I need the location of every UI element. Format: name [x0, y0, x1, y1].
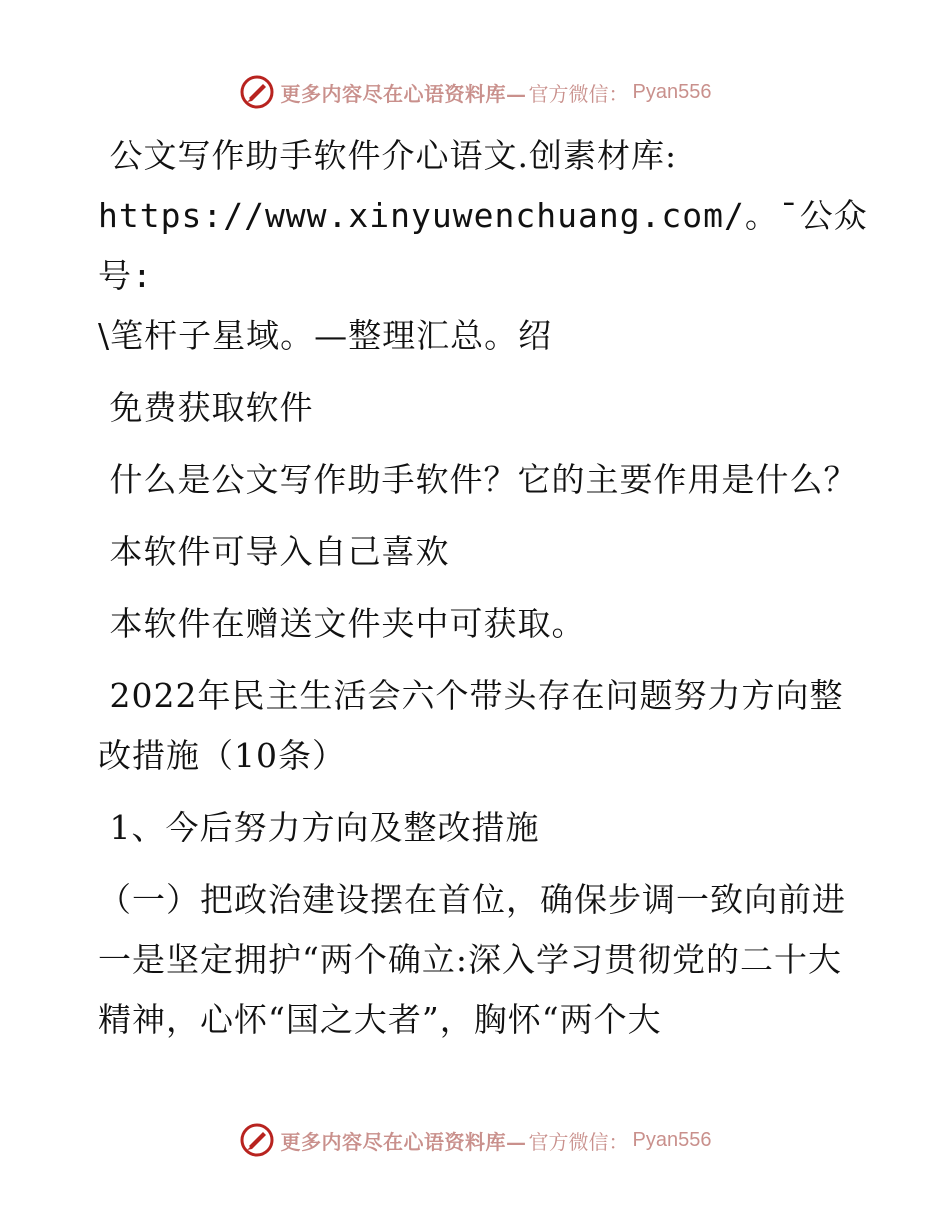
- intro-line-3: \笔杆子星域。—整理汇总。绍: [98, 316, 553, 355]
- banner-wechat-label: 官方微信：: [528, 81, 629, 106]
- footer-watermark-banner: [0, 1120, 950, 1160]
- import-paragraph: 本软件可导入自己喜欢: [109, 532, 450, 571]
- document-title: 2022年民主生活会六个带头存在问题努力方向整改措施（10条）: [98, 676, 844, 775]
- banner-wechat-label: 官方微信：: [528, 1129, 629, 1154]
- banner-wechat-account: Pyan556: [632, 1128, 712, 1151]
- banner-wechat-account: Pyan556: [632, 80, 712, 103]
- free-software-heading: 免费获取软件: [109, 388, 314, 427]
- intro-line-2-url: https://www.xinyuwenchuang.com/。¯公众号:: [98, 196, 868, 295]
- intro-line-1: 公文写作助手软件介心语文.创素材库:: [109, 136, 678, 175]
- question-paragraph: 什么是公文写作助手软件？它的主要作用是什么？: [109, 460, 858, 499]
- brand-logo-icon: [239, 74, 275, 110]
- section-heading-1: 1、今后努力方向及整改措施: [109, 808, 540, 847]
- banner-slogan: 更多内容尽在心语资料库—: [280, 1129, 527, 1154]
- document-body: [98, 126, 868, 1050]
- gift-folder-paragraph: 本软件在赠送文件夹中可获取。: [109, 604, 586, 643]
- brand-logo-icon: [239, 1122, 275, 1158]
- header-watermark-banner: [0, 72, 950, 112]
- section-paragraph-1: （一）把政治建设摆在首位，确保步调一致向前进一是坚定拥护“两个确立:深入学习贯彻党的二十大精神，心怀“国之大者”，胸怀“两个大: [98, 880, 846, 1039]
- banner-slogan: 更多内容尽在心语资料库—: [280, 81, 527, 106]
